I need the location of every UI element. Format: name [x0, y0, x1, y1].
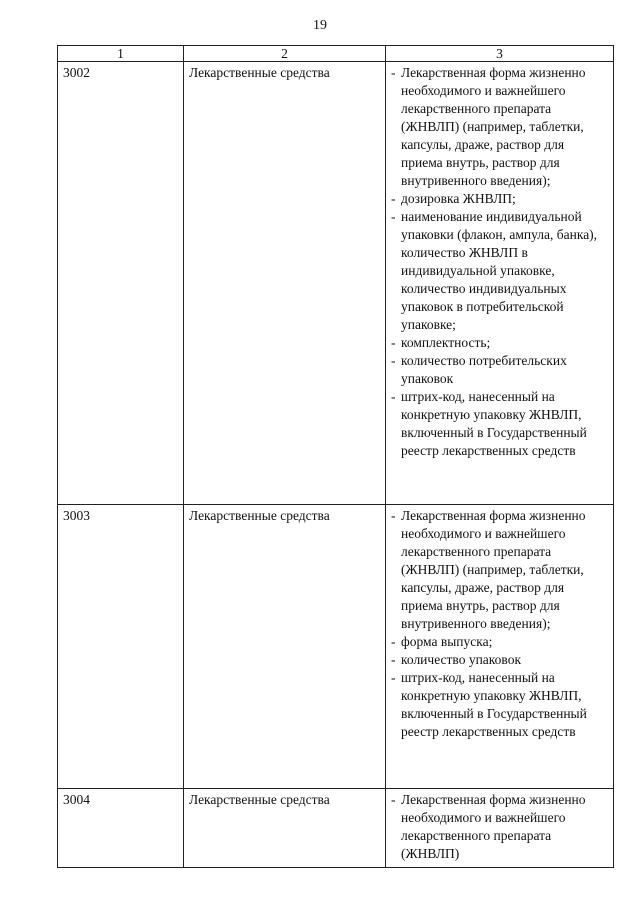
row-items-cell	[386, 62, 614, 505]
column-header-1: 1	[58, 46, 184, 62]
list-item: - количество потребительских упаковок	[391, 352, 608, 388]
row-code: 3004	[58, 789, 184, 868]
list-item: - комплектность;	[391, 334, 608, 352]
row-items-cell	[386, 505, 614, 789]
header-row	[58, 46, 614, 62]
row-category: Лекарственные средства	[184, 62, 386, 505]
list-item: - Лекарственная форма жизненно необходимого и важнейшего лекарственного препарата (ЖНВЛП)	[391, 791, 608, 863]
row-code: 3002	[58, 62, 184, 505]
item-list	[391, 791, 608, 863]
item-list	[391, 507, 608, 741]
list-item: - форма выпуска;	[391, 633, 608, 651]
row-code: 3003	[58, 505, 184, 789]
list-item: - Лекарственная форма жизненно необходимого и важнейшего лекарственного препарата (ЖНВЛП) (например, таблетки, капсулы, драже, раствор для приема внутрь, раствор для внутривенного введения);	[391, 64, 608, 190]
table-row	[58, 62, 614, 505]
item-list	[391, 64, 608, 460]
table-row	[58, 505, 614, 789]
list-item: - дозировка ЖНВЛП;	[391, 190, 608, 208]
row-items-cell	[386, 789, 614, 868]
table-row	[58, 789, 614, 868]
row-category: Лекарственные средства	[184, 789, 386, 868]
list-item: - Лекарственная форма жизненно необходимого и важнейшего лекарственного препарата (ЖНВЛП) (например, таблетки, капсулы, драже, раствор для приема внутрь, раствор для внутривенного введения);	[391, 507, 608, 633]
list-item: - наименование индивидуальной упаковки (флакон, ампула, банка), количество ЖНВЛП в индивидуальной упаковке, количество индивидуальных упаковок в потребительской упаковке;	[391, 208, 608, 334]
page-number: 19	[313, 18, 327, 33]
list-item: - количество упаковок	[391, 651, 608, 669]
column-header-3: 3	[386, 46, 614, 62]
requirements-table	[57, 45, 614, 868]
column-header-2: 2	[184, 46, 386, 62]
list-item: - штрих-код, нанесенный на конкретную упаковку ЖНВЛП, включенный в Государственный реестр лекарственных средств	[391, 388, 608, 460]
row-category: Лекарственные средства	[184, 505, 386, 789]
list-item: - штрих-код, нанесенный на конкретную упаковку ЖНВЛП, включенный в Государственный реестр лекарственных средств	[391, 669, 608, 741]
